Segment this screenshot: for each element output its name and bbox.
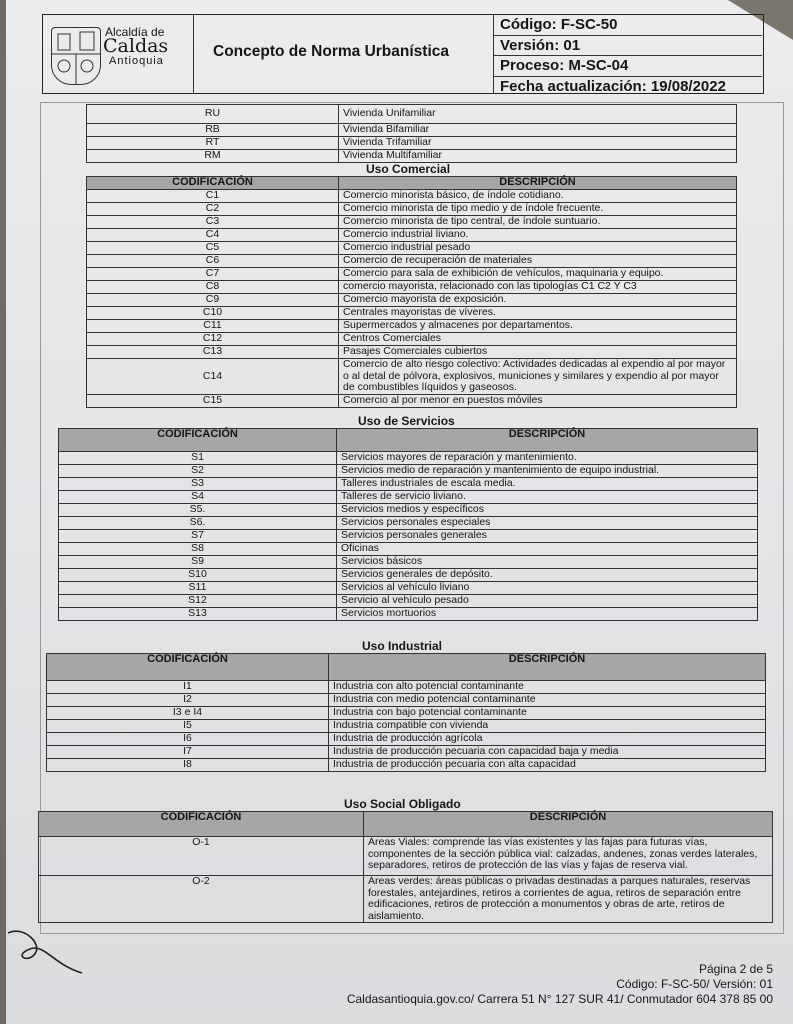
row-code: S11 [59, 582, 337, 595]
table-row [87, 124, 737, 137]
social-table [38, 811, 773, 923]
meta-proceso: Proceso: M-SC-04 [494, 56, 762, 77]
row-code: RT [87, 137, 339, 150]
row-description: Talleres industriales de escala media. [337, 478, 758, 491]
table-row [59, 517, 758, 530]
row-description: Comercio minorista básico, de índole cotidiano. [339, 190, 737, 203]
row-description: Centros Comerciales [339, 333, 737, 346]
row-description: Servicio al vehículo pesado [337, 595, 758, 608]
section-title-industrial: Uso Industrial [362, 639, 443, 653]
coat-of-arms-icon [51, 27, 101, 85]
row-description: Vivienda Multifamiliar [339, 150, 737, 163]
row-description: Supermercados y almacenes por departamentos. [339, 320, 737, 333]
row-code: I3 e I4 [47, 707, 329, 720]
row-description: Áreas Viales: comprende las vías existentes y las fajas para futuras vías, componentes de la sección pública vial: calzadas, andenes, zonas verdes laterales, separadores, retiros de protección de las vías y fajas de reserva vial. [364, 837, 773, 876]
row-code: C12 [87, 333, 339, 346]
row-code: I2 [47, 694, 329, 707]
row-code: S8 [59, 543, 337, 556]
column-header-codificacion: CODIFICACIÓN [59, 429, 337, 452]
column-header-codificacion: CODIFICACIÓN [39, 812, 364, 837]
meta-codigo: Código: F-SC-50 [494, 15, 762, 36]
row-description: Servicios básicos [337, 556, 758, 569]
table-row [87, 203, 737, 216]
table-row [87, 190, 737, 203]
signature-scribble [4, 925, 84, 975]
table-row [87, 294, 737, 307]
row-description: Servicios medios y específicos [337, 504, 758, 517]
logo-text-alcaldia: Alcaldía de [105, 25, 165, 39]
row-description: Servicios medio de reparación y mantenimiento de equipo industrial. [337, 465, 758, 478]
servicios-table [58, 428, 758, 621]
table-row [87, 229, 737, 242]
row-code: RB [87, 124, 339, 137]
column-header-descripcion: DESCRIPCIÓN [329, 654, 766, 681]
row-description: Servicios personales generales [337, 530, 758, 543]
table-row [87, 105, 737, 124]
row-description: Industria con bajo potencial contaminante [329, 707, 766, 720]
row-description: Servicios personales especiales [337, 517, 758, 530]
comercial-table [86, 176, 737, 408]
footer-contact: Caldasantioquia.gov.co/ Carrera 51 N° 127 SUR 41/ Conmutador 604 378 85 00 [346, 992, 773, 1006]
table-row [87, 268, 737, 281]
logo-text-caldas: Caldas [103, 35, 169, 57]
row-code: C6 [87, 255, 339, 268]
row-description: Vivienda Bifamiliar [339, 124, 737, 137]
meta-version: Versión: 01 [494, 36, 762, 57]
table-row [47, 733, 766, 746]
row-description: Vivienda Trifamiliar [339, 137, 737, 150]
row-code: C3 [87, 216, 339, 229]
row-code: S9 [59, 556, 337, 569]
section-title-servicios: Uso de Servicios [358, 414, 455, 428]
meta-fecha: Fecha actualización: 19/08/2022 [500, 77, 726, 95]
row-code: C4 [87, 229, 339, 242]
logo-text-antioquia: Antioquia [109, 55, 164, 67]
row-code: S10 [59, 569, 337, 582]
table-row [87, 307, 737, 320]
row-code: S1 [59, 452, 337, 465]
row-description: Talleres de servicio liviano. [337, 491, 758, 504]
row-code: C8 [87, 281, 339, 294]
document-title: Concepto de Norma Urbanística [213, 43, 449, 60]
table-row [59, 569, 758, 582]
row-description: comercio mayorista, relacionado con las tipologías C1 C2 Y C3 [339, 281, 737, 294]
table-row [47, 694, 766, 707]
row-code: C10 [87, 307, 339, 320]
row-code: C11 [87, 320, 339, 333]
table-row [59, 491, 758, 504]
table-row [87, 359, 737, 395]
table-row [87, 150, 737, 163]
table-row [47, 707, 766, 720]
table-row [59, 530, 758, 543]
table-row [87, 333, 737, 346]
industrial-table [46, 653, 766, 772]
table-row [59, 478, 758, 491]
row-code: O-1 [39, 837, 364, 876]
row-code: S4 [59, 491, 337, 504]
row-code: S12 [59, 595, 337, 608]
row-description: Comercio industrial liviano. [339, 229, 737, 242]
row-code: S2 [59, 465, 337, 478]
row-description: Industria con alto potencial contaminante [329, 681, 766, 694]
row-code: RM [87, 150, 339, 163]
row-code: I7 [47, 746, 329, 759]
column-header-descripcion: DESCRIPCIÓN [339, 177, 737, 190]
row-code: C14 [87, 359, 339, 395]
table-row [59, 595, 758, 608]
row-code: S5. [59, 504, 337, 517]
table-row [47, 759, 766, 772]
row-description: Áreas verdes: áreas públicas o privadas destinadas a parques naturales, reservas forestales, antejardines, retiros a corrientes de agua, retiros de separación entre edificaciones, retiros de protección a monumentos y obras de arte, retiros de aislamiento. [364, 876, 773, 923]
row-description: Oficinas [337, 543, 758, 556]
row-description: Comercio mayorista de exposición. [339, 294, 737, 307]
column-header-codificacion: CODIFICACIÓN [47, 654, 329, 681]
table-row [87, 137, 737, 150]
row-description: Industria con medio potencial contaminante [329, 694, 766, 707]
table-row [39, 837, 773, 876]
document-meta [493, 15, 762, 93]
table-row [87, 320, 737, 333]
row-description: Pasajes Comerciales cubiertos [339, 346, 737, 359]
row-description: Industria de producción agrícola [329, 733, 766, 746]
row-code: S6. [59, 517, 337, 530]
row-description: Servicios mortuorios [337, 608, 758, 621]
row-code: I8 [47, 759, 329, 772]
table-row [59, 452, 758, 465]
row-code: C9 [87, 294, 339, 307]
table-row [59, 465, 758, 478]
section-title-social: Uso Social Obligado [344, 797, 461, 811]
row-description: Servicios mayores de reparación y mantenimiento. [337, 452, 758, 465]
table-row [59, 504, 758, 517]
table-row [59, 608, 758, 621]
row-description: Comercio para sala de exhibición de vehículos, maquinaria y equipo. [339, 268, 737, 281]
table-row [59, 543, 758, 556]
table-row [87, 394, 737, 407]
row-code: RU [87, 105, 339, 124]
row-code: C7 [87, 268, 339, 281]
row-code: C1 [87, 190, 339, 203]
footer-page-number: Página 2 de 5 [698, 962, 773, 976]
row-code: C5 [87, 242, 339, 255]
table-row [39, 876, 773, 923]
row-description: Centrales mayoristas de víveres. [339, 307, 737, 320]
row-code: S13 [59, 608, 337, 621]
table-row [87, 216, 737, 229]
vivienda-table [86, 104, 737, 163]
row-code: S3 [59, 478, 337, 491]
row-code: S7 [59, 530, 337, 543]
column-header-descripcion: DESCRIPCIÓN [337, 429, 758, 452]
logo-block [43, 15, 194, 93]
column-header-codificacion: CODIFICACIÓN [87, 177, 339, 190]
row-code: C15 [87, 394, 339, 407]
row-description: Industria de producción pecuaria con alta capacidad [329, 759, 766, 772]
row-description: Industria compatible con vivienda [329, 720, 766, 733]
table-row [47, 720, 766, 733]
row-description: Servicios al vehículo liviano [337, 582, 758, 595]
table-row [87, 346, 737, 359]
row-code: I6 [47, 733, 329, 746]
row-code: I1 [47, 681, 329, 694]
table-row [59, 556, 758, 569]
row-description: Comercio industrial pesado [339, 242, 737, 255]
row-description: Servicios generales de depósito. [337, 569, 758, 582]
document-header [42, 14, 764, 94]
row-description: Comercio de alto riesgo colectivo: Actividades dedicadas al expendio al por mayor o al detal de pólvora, explosivos, municiones y similares y expendio al por mayor de combustibles líquidos y gaseosos. [339, 359, 737, 395]
footer-code-version: Código: F-SC-50/ Versión: 01 [616, 977, 773, 991]
row-description: Comercio al por menor en puestos móviles [339, 394, 737, 407]
row-code: I5 [47, 720, 329, 733]
section-title-comercial: Uso Comercial [366, 162, 451, 176]
table-row [87, 242, 737, 255]
table-row [87, 255, 737, 268]
row-code: C2 [87, 203, 339, 216]
column-header-descripcion: DESCRIPCIÓN [364, 812, 773, 837]
row-description: Comercio minorista de tipo medio y de índole frecuente. [339, 203, 737, 216]
row-code: O-2 [39, 876, 364, 923]
row-code: C13 [87, 346, 339, 359]
table-row [59, 582, 758, 595]
row-description: Comercio de recuperación de materiales [339, 255, 737, 268]
row-description: Comercio minorista de tipo central, de índole suntuario. [339, 216, 737, 229]
table-row [47, 681, 766, 694]
row-description: Vivienda Unifamiliar [339, 105, 737, 124]
table-row [47, 746, 766, 759]
table-row [87, 281, 737, 294]
row-description: Industria de producción pecuaria con capacidad baja y media [329, 746, 766, 759]
